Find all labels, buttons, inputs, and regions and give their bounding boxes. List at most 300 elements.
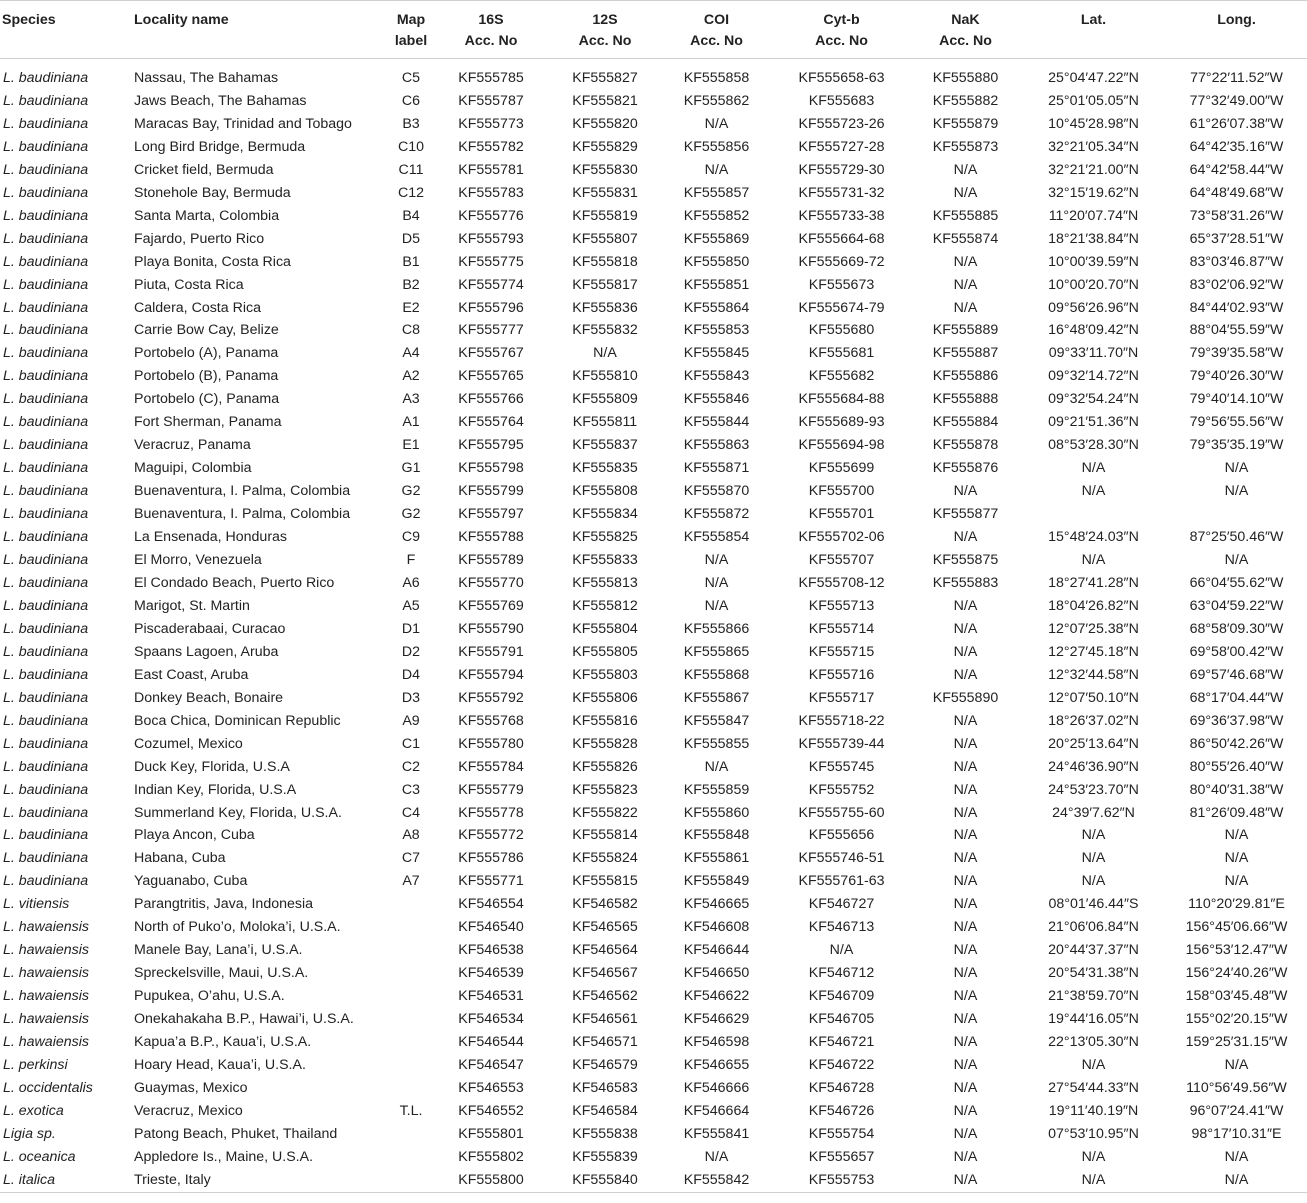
cell-map-label: A8 [402, 827, 420, 844]
cell-acc-12s: KF555810 [572, 368, 638, 385]
cell-longitude: 86°50′42.26″W [1189, 735, 1284, 752]
cell-map-label [390, 1054, 432, 1077]
cell-map-label: C2 [401, 758, 421, 775]
cell-locality: Portobelo (A), Panama [134, 345, 279, 362]
cell-locality: Yaguanabo, Cuba [134, 873, 248, 890]
table-row [0, 205, 1307, 228]
cell-locality: Jaws Beach, The Bahamas [134, 92, 307, 109]
cell-map-label [390, 1031, 432, 1054]
cell-map-label: A9 [402, 712, 420, 729]
cell-latitude: 20°44′37.37″N [1048, 942, 1139, 959]
cell-latitude: 19°11′40.19″N [1048, 1102, 1139, 1119]
cell-longitude: 63°04′59.22″W [1189, 597, 1284, 614]
cell-longitude: 68°58′09.30″W [1189, 620, 1284, 637]
cell-longitude: N/A [1224, 483, 1249, 500]
cell-species: L. hawaiensis [3, 1034, 89, 1051]
cell-locality: Long Bird Bridge, Bermuda [134, 138, 306, 155]
cell-map-label: C9 [401, 529, 421, 546]
cell-species: L. baudiniana [3, 597, 89, 614]
cell-latitude: 12°07′50.10″N [1048, 689, 1139, 706]
cell-longitude [1166, 503, 1307, 526]
cell-acc-16s: KF555787 [458, 92, 524, 109]
cell-latitude: 25°01′05.05″N [1048, 92, 1139, 109]
table-row [0, 985, 1307, 1008]
cell-acc-coi: KF555859 [683, 781, 750, 798]
cell-acc-coi: KF555853 [683, 322, 750, 339]
cell-acc-cytb: KF555754 [808, 1125, 875, 1142]
cell-acc-nak: N/A [953, 276, 978, 293]
cell-acc-coi: KF555860 [683, 804, 750, 821]
cell-latitude: 25°04′47.22″N [1048, 70, 1139, 86]
cell-acc-12s: KF555803 [572, 666, 638, 683]
cell-locality: North of Puko’o, Moloka’i, U.S.A. [134, 919, 341, 936]
cell-acc-12s: KF555830 [572, 161, 638, 178]
cell-acc-12s: KF555840 [550, 1169, 660, 1192]
cell-acc-cytb: KF555664-68 [798, 230, 885, 247]
cell-acc-coi: KF555852 [683, 207, 750, 224]
cell-acc-nak: N/A [953, 919, 978, 936]
cell-species: L. exotica [3, 1102, 64, 1119]
cell-map-label [390, 1169, 432, 1192]
cell-acc-cytb: KF555761-63 [798, 873, 885, 890]
cell-map-label: A7 [402, 873, 420, 890]
cell-acc-nak: KF555890 [932, 689, 999, 706]
cell-acc-nak: N/A [953, 1011, 978, 1028]
cell-acc-12s: N/A [593, 345, 617, 362]
cell-map-label: B1 [402, 253, 420, 270]
cell-acc-coi: KF555866 [683, 620, 750, 637]
cell-species: L. baudiniana [3, 666, 89, 683]
cell-species: L. baudiniana [3, 529, 89, 546]
cell-latitude: N/A [1081, 483, 1106, 500]
cell-acc-coi: KF555858 [683, 70, 750, 86]
cell-longitude: 110°20′29.81″E [1188, 896, 1285, 913]
cell-latitude: 32°21′21.00″N [1048, 161, 1139, 178]
cell-latitude: 10°45′28.98″N [1048, 115, 1139, 132]
header-12s: 12S Acc. No [550, 1, 660, 59]
cell-species: L. baudiniana [3, 712, 89, 729]
cell-locality: Piscaderabaai, Curacao [134, 620, 286, 637]
table-row [0, 274, 1307, 297]
cell-acc-coi: KF555862 [683, 92, 750, 109]
cell-latitude: 08°53′28.30″N [1048, 437, 1139, 454]
cell-acc-nak: N/A [953, 666, 978, 683]
table-row [0, 297, 1307, 320]
cell-locality: Patong Beach, Phuket, Thailand [134, 1125, 338, 1142]
cell-acc-nak: N/A [953, 873, 978, 890]
cell-longitude: 156°45′06.66″W [1185, 919, 1288, 936]
cell-acc-cytb: KF555727-28 [798, 138, 885, 155]
cell-acc-nak: N/A [953, 483, 978, 500]
table-row [0, 1123, 1307, 1146]
cell-longitude: 77°32′49.00″W [1189, 92, 1284, 109]
cell-acc-coi: KF555864 [683, 299, 750, 316]
table-row [0, 549, 1307, 572]
cell-acc-12s: KF546584 [572, 1102, 638, 1119]
cell-acc-cytb: KF555694-98 [798, 437, 885, 454]
cell-acc-12s: KF555833 [572, 552, 638, 569]
cell-acc-cytb: KF555715 [808, 643, 875, 660]
cell-longitude: 65°37′28.51″W [1189, 230, 1284, 247]
cell-map-label: C12 [397, 184, 425, 201]
cell-locality: Duck Key, Florida, U.S.A [134, 758, 290, 775]
cell-latitude: 16°48′09.42″N [1048, 322, 1139, 339]
header-nak: NaK Acc. No [910, 1, 1021, 59]
cell-acc-nak: N/A [953, 942, 978, 959]
cell-longitude: 83°02′06.92″W [1189, 276, 1284, 293]
cell-acc-nak: KF555885 [932, 207, 999, 224]
cell-acc-nak: N/A [953, 1056, 978, 1073]
cell-acc-12s: KF546567 [572, 965, 638, 982]
cell-acc-16s: KF555782 [458, 138, 524, 155]
cell-longitude: N/A [1224, 873, 1249, 890]
cell-acc-coi: KF555846 [683, 391, 750, 408]
cell-locality: Portobelo (B), Panama [134, 368, 279, 385]
cell-acc-cytb: KF546726 [808, 1102, 875, 1119]
cell-acc-16s: KF555791 [458, 643, 524, 660]
cell-map-label: A1 [402, 414, 420, 431]
cell-acc-16s: KF555765 [458, 368, 524, 385]
cell-acc-12s: KF555829 [572, 138, 638, 155]
cell-acc-nak: N/A [953, 253, 978, 270]
cell-acc-16s: KF555773 [458, 115, 524, 132]
cell-acc-16s: KF555766 [458, 391, 524, 408]
cell-locality: Fajardo, Puerto Rico [134, 230, 265, 247]
cell-longitude: 158°03′45.48″W [1185, 988, 1288, 1005]
cell-map-label [390, 962, 432, 985]
cell-locality: Playa Bonita, Costa Rica [134, 253, 291, 270]
table-row [0, 870, 1307, 893]
cell-acc-nak: KF555884 [932, 414, 999, 431]
cell-species: L. baudiniana [3, 873, 89, 890]
cell-latitude: 19°44′16.05″N [1048, 1011, 1139, 1028]
cell-acc-coi: N/A [704, 758, 729, 775]
cell-species: L. baudiniana [3, 552, 89, 569]
cell-species: L. baudiniana [3, 804, 89, 821]
cell-latitude: 18°27′41.28″N [1048, 574, 1139, 591]
cell-acc-12s: KF555806 [572, 689, 638, 706]
cell-acc-coi: KF555863 [683, 437, 750, 454]
cell-acc-coi: KF555844 [683, 414, 750, 431]
cell-locality: Playa Ancon, Cuba [134, 827, 255, 844]
cell-acc-12s: KF555825 [572, 529, 638, 546]
cell-acc-12s: KF555828 [572, 735, 638, 752]
cell-longitude: 156°24′40.26″W [1185, 965, 1288, 982]
cell-acc-nak: N/A [953, 988, 978, 1005]
cell-acc-16s: KF555767 [458, 345, 524, 362]
table-row [0, 136, 1307, 159]
cell-latitude: N/A [1081, 873, 1106, 890]
cell-locality: Buenaventura, I. Palma, Colombia [134, 506, 351, 523]
cell-species: L. baudiniana [3, 230, 89, 247]
cell-latitude: 12°32′44.58″N [1048, 666, 1139, 683]
cell-species: L. baudiniana [3, 781, 89, 798]
cell-longitude: N/A [1224, 460, 1249, 477]
table-row [0, 526, 1307, 549]
table-row [0, 595, 1307, 618]
cell-acc-nak: N/A [953, 299, 978, 316]
cell-locality: Maracas Bay, Trinidad and Tobago [134, 115, 352, 132]
cell-acc-cytb: KF555673 [808, 276, 875, 293]
cell-species: L. baudiniana [3, 322, 89, 339]
cell-map-label: B3 [402, 115, 420, 132]
cell-longitude: 84°44′02.93″W [1189, 299, 1284, 316]
cell-locality: Fort Sherman, Panama [134, 414, 282, 431]
cell-acc-coi: N/A [704, 597, 729, 614]
cell-acc-12s: KF555839 [572, 1148, 638, 1165]
cell-acc-nak: KF555889 [932, 322, 999, 339]
cell-acc-nak: N/A [953, 643, 978, 660]
cell-latitude: 27°54′44.33″N [1048, 1079, 1139, 1096]
cell-acc-nak: KF555880 [932, 70, 999, 86]
cell-acc-16s: KF546531 [458, 988, 524, 1005]
cell-acc-nak: N/A [953, 597, 978, 614]
table-row [0, 847, 1307, 870]
cell-acc-cytb: KF555656 [808, 827, 875, 844]
table-row [0, 319, 1307, 342]
cell-acc-cytb: KF555729-30 [798, 161, 885, 178]
cell-map-label [390, 939, 432, 962]
cell-acc-coi: KF555848 [683, 827, 750, 844]
cell-latitude: N/A [1021, 1169, 1166, 1192]
header-16s: 16S Acc. No [432, 1, 550, 59]
table-row [0, 1169, 1307, 1192]
cell-acc-16s: KF546540 [458, 919, 524, 936]
cell-locality: Boca Chica, Dominican Republic [134, 712, 341, 729]
cell-locality: La Ensenada, Honduras [134, 529, 288, 546]
cell-species: L. baudiniana [3, 620, 89, 637]
header-lat: Lat. [1021, 1, 1166, 59]
cell-latitude: N/A [1081, 850, 1106, 867]
cell-longitude: 88°04′55.59″W [1189, 322, 1284, 339]
cell-acc-coi: KF546622 [683, 988, 750, 1005]
table-row [0, 641, 1307, 664]
cell-acc-coi: KF555867 [683, 689, 750, 706]
cell-acc-cytb: KF555669-72 [798, 253, 885, 270]
cell-map-label: C1 [401, 735, 421, 752]
cell-acc-16s: KF555798 [458, 460, 524, 477]
cell-acc-12s: KF555818 [572, 253, 638, 270]
cell-acc-nak: KF555888 [932, 391, 999, 408]
table-row [0, 710, 1307, 733]
table-row [0, 1054, 1307, 1077]
cell-latitude: 32°15′19.62″N [1048, 184, 1139, 201]
cell-acc-16s: KF555769 [458, 597, 524, 614]
cell-acc-nak: KF555887 [932, 345, 999, 362]
cell-species: L. italica [0, 1169, 132, 1192]
cell-acc-cytb: KF546709 [808, 988, 875, 1005]
table-body [0, 59, 1307, 1193]
cell-acc-12s: KF555816 [572, 712, 638, 729]
cell-species: L. vitiensis [3, 896, 70, 913]
cell-species: L. baudiniana [3, 460, 89, 477]
cell-acc-coi: KF555843 [683, 368, 750, 385]
cell-locality: Cricket field, Bermuda [134, 161, 274, 178]
cell-acc-12s: KF555824 [572, 850, 638, 867]
table-row [0, 365, 1307, 388]
cell-latitude: 11°20′07.74″N [1048, 207, 1139, 224]
cell-species: L. baudiniana [3, 414, 89, 431]
cell-acc-nak: KF555882 [932, 92, 999, 109]
cell-acc-cytb: KF555753 [773, 1169, 910, 1192]
cell-acc-12s: KF555826 [572, 758, 638, 775]
cell-map-label [390, 1123, 432, 1146]
cell-acc-12s: KF555814 [572, 827, 638, 844]
cell-acc-12s: KF555837 [572, 437, 638, 454]
cell-longitude: 69°57′46.68″W [1189, 666, 1284, 683]
cell-acc-16s: KF546539 [458, 965, 524, 982]
table-row [0, 90, 1307, 113]
cell-species: L. oceanica [3, 1148, 76, 1165]
cell-acc-12s: KF555809 [572, 391, 638, 408]
cell-species: L. baudiniana [3, 391, 89, 408]
cell-species: L. baudiniana [3, 276, 89, 293]
cell-map-label: C3 [401, 781, 421, 798]
cell-acc-coi: KF555856 [683, 138, 750, 155]
cell-acc-16s: KF555800 [432, 1169, 550, 1192]
header-coi: COI Acc. No [660, 1, 773, 59]
cell-acc-12s: KF546571 [572, 1034, 638, 1051]
cell-acc-cytb: KF555745 [808, 758, 875, 775]
table-row [0, 159, 1307, 182]
cell-acc-coi: KF555855 [683, 735, 750, 752]
cell-acc-12s: KF555827 [572, 70, 638, 86]
cell-acc-12s: KF555835 [572, 460, 638, 477]
cell-acc-16s: KF555801 [458, 1125, 524, 1142]
cell-species: L. baudiniana [3, 253, 89, 270]
cell-longitude: 73°58′31.26″W [1189, 207, 1284, 224]
table-row [0, 1077, 1307, 1100]
cell-latitude: 10°00′39.59″N [1048, 253, 1139, 270]
cell-map-label: G2 [401, 483, 421, 500]
cell-acc-cytb: KF555723-26 [798, 115, 885, 132]
cell-locality: Portobelo (C), Panama [134, 391, 280, 408]
table-row [0, 113, 1307, 136]
cell-locality: Trieste, Italy [132, 1169, 390, 1192]
cell-map-label: B2 [402, 276, 420, 293]
cell-acc-coi: KF555847 [683, 712, 750, 729]
cell-longitude: N/A [1224, 552, 1249, 569]
cell-acc-cytb: KF555682 [808, 368, 875, 385]
cell-acc-nak: N/A [953, 529, 978, 546]
cell-acc-16s: KF555786 [458, 850, 524, 867]
cell-species: L. hawaiensis [3, 919, 89, 936]
cell-map-label: E1 [402, 437, 420, 454]
cell-acc-nak: N/A [953, 1079, 978, 1096]
cell-acc-12s: KF555805 [572, 643, 638, 660]
cell-acc-16s: KF555789 [458, 552, 524, 569]
header-long: Long. [1166, 1, 1307, 59]
cell-acc-16s: KF555780 [458, 735, 524, 752]
cell-acc-16s: KF555764 [458, 414, 524, 431]
cell-locality: Parangtritis, Java, Indonesia [134, 896, 314, 913]
cell-acc-12s: KF555817 [572, 276, 638, 293]
cell-species: L. baudiniana [3, 207, 89, 224]
cell-acc-12s: KF555804 [572, 620, 638, 637]
cell-locality: Manele Bay, Lana’i, U.S.A. [134, 942, 303, 959]
cell-longitude: 66°04′55.62″W [1189, 574, 1284, 591]
cell-acc-16s: KF555774 [458, 276, 524, 293]
cell-acc-coi: KF546598 [683, 1034, 750, 1051]
cell-species: L. baudiniana [3, 161, 89, 178]
cell-acc-cytb: KF555746-51 [798, 850, 885, 867]
cell-acc-16s: KF546552 [458, 1102, 524, 1119]
cell-acc-12s: KF555831 [572, 184, 638, 201]
cell-acc-coi: N/A [704, 1148, 729, 1165]
cell-acc-nak: KF555878 [932, 437, 999, 454]
cell-longitude: N/A [1224, 850, 1249, 867]
cell-acc-12s: KF555815 [572, 873, 638, 890]
cell-acc-16s: KF555775 [458, 253, 524, 270]
cell-longitude: 156°53′12.47″W [1185, 942, 1288, 959]
cell-acc-nak: N/A [953, 1148, 978, 1165]
cell-map-label: C7 [401, 850, 421, 867]
cell-locality: Summerland Key, Florida, U.S.A. [134, 804, 342, 821]
cell-acc-cytb: KF555684-88 [798, 391, 885, 408]
cell-acc-cytb: KF555700 [808, 483, 875, 500]
cell-map-label: D4 [401, 666, 421, 683]
cell-acc-12s: KF555819 [572, 207, 638, 224]
cell-locality: Habana, Cuba [134, 850, 226, 867]
cell-acc-12s: KF555820 [572, 115, 638, 132]
cell-map-label: D5 [401, 230, 421, 247]
cell-longitude: N/A [1166, 1169, 1307, 1192]
cell-acc-12s: KF555823 [572, 781, 638, 798]
cell-species: L. baudiniana [3, 574, 89, 591]
cell-latitude: 18°26′37.02″N [1048, 712, 1139, 729]
cell-map-label: C11 [398, 161, 424, 178]
table-row [0, 228, 1307, 251]
cell-acc-coi: KF546655 [683, 1056, 750, 1073]
cell-acc-coi: KF555872 [683, 506, 750, 523]
cell-longitude: 79°39′35.58″W [1189, 345, 1284, 362]
cell-acc-cytb: N/A [829, 942, 854, 959]
cell-acc-cytb: KF555718-22 [798, 712, 885, 729]
cell-acc-coi: KF546644 [683, 942, 750, 959]
cell-acc-12s: KF546579 [572, 1056, 638, 1073]
cell-longitude: 79°56′55.56″W [1189, 414, 1284, 431]
cell-locality: Stonehole Bay, Bermuda [134, 184, 291, 201]
cell-acc-nak: KF555879 [932, 115, 999, 132]
cell-species: L. hawaiensis [3, 1011, 89, 1028]
cell-locality: Marigot, St. Martin [134, 597, 250, 614]
cell-acc-16s: KF555785 [458, 70, 524, 86]
cell-map-label [390, 1146, 432, 1169]
cell-latitude: 18°04′26.82″N [1048, 597, 1139, 614]
cell-acc-coi: KF555870 [683, 483, 750, 500]
cell-acc-16s: KF555779 [458, 781, 524, 798]
cell-acc-coi: KF546664 [683, 1102, 750, 1119]
cell-acc-cytb: KF546721 [808, 1034, 875, 1051]
cell-latitude: 21°06′06.84″N [1048, 919, 1139, 936]
cell-acc-16s: KF555795 [458, 437, 524, 454]
cell-acc-coi: KF555851 [683, 276, 750, 293]
cell-acc-16s: KF555770 [458, 574, 524, 591]
cell-acc-cytb: KF546705 [808, 1011, 875, 1028]
cell-acc-12s: KF555807 [572, 230, 638, 247]
cell-acc-coi: KF555871 [683, 460, 750, 477]
table-row [0, 182, 1307, 205]
cell-acc-12s: KF555808 [572, 483, 638, 500]
cell-acc-cytb: KF546722 [808, 1056, 875, 1073]
cell-acc-nak: N/A [953, 1034, 978, 1051]
cell-species: L. baudiniana [3, 184, 89, 201]
cell-acc-coi: KF555869 [683, 230, 750, 247]
cell-acc-cytb: KF546727 [808, 896, 875, 913]
cell-acc-nak: N/A [953, 735, 978, 752]
cell-longitude: 159°25′31.15″W [1185, 1034, 1288, 1051]
cell-map-label: A6 [402, 574, 420, 591]
